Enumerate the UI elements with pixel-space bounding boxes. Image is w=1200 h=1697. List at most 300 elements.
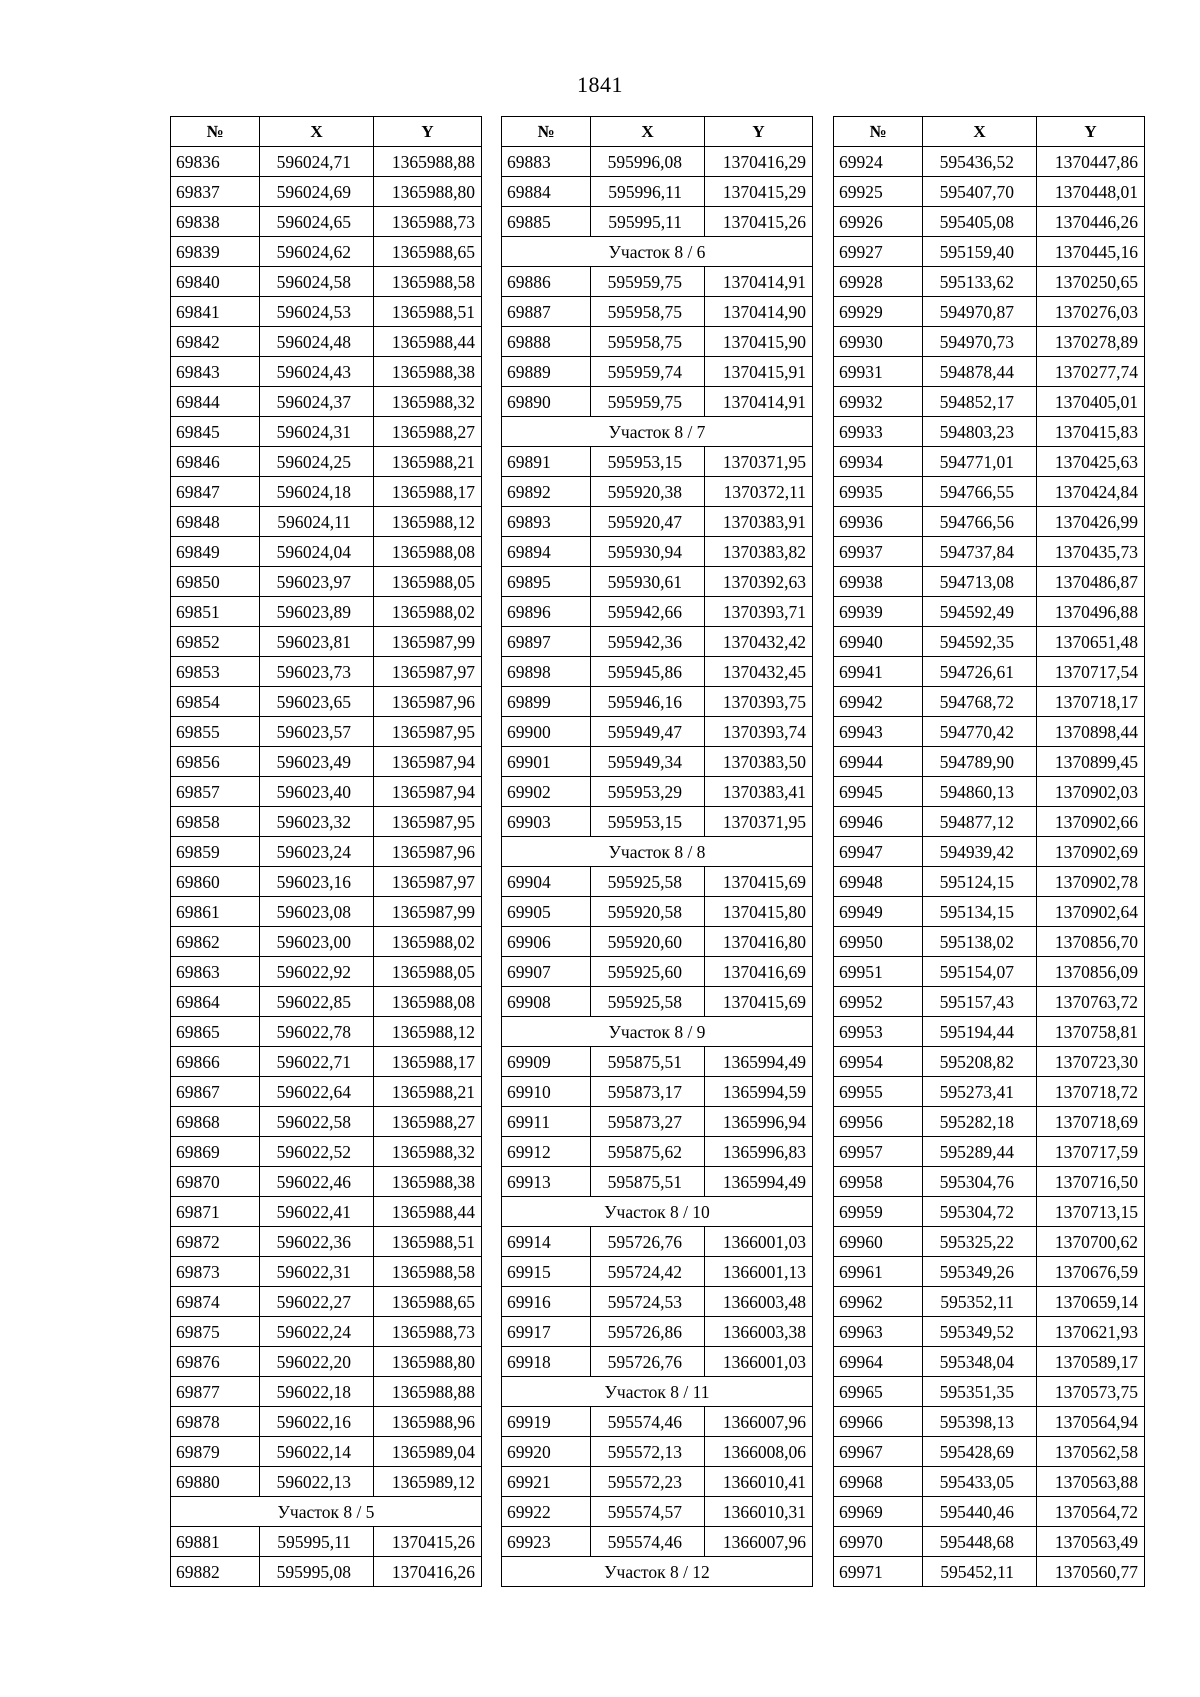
point-number: 69903 [502, 807, 591, 837]
x-coordinate: 596022,13 [260, 1467, 374, 1497]
point-number: 69959 [834, 1197, 923, 1227]
x-coordinate: 596022,71 [260, 1047, 374, 1077]
x-coordinate: 595959,75 [591, 387, 705, 417]
table-row [171, 807, 482, 837]
y-coordinate: 1370718,72 [1037, 1077, 1145, 1107]
y-coordinate: 1366007,96 [705, 1527, 813, 1557]
y-coordinate: 1370564,72 [1037, 1497, 1145, 1527]
y-coordinate: 1370416,26 [374, 1557, 482, 1587]
point-number: 69850 [171, 567, 260, 597]
y-coordinate: 1370902,03 [1037, 777, 1145, 807]
y-coordinate: 1370277,74 [1037, 357, 1145, 387]
table-row [834, 1467, 1145, 1497]
y-coordinate: 1365987,95 [374, 807, 482, 837]
point-number: 69865 [171, 1017, 260, 1047]
x-coordinate: 594877,12 [923, 807, 1037, 837]
y-coordinate: 1370383,41 [705, 777, 813, 807]
x-coordinate: 595953,29 [591, 777, 705, 807]
y-coordinate: 1365987,96 [374, 687, 482, 717]
point-number: 69856 [171, 747, 260, 777]
y-coordinate: 1365988,51 [374, 1227, 482, 1257]
table-row [171, 1347, 482, 1377]
y-coordinate: 1370563,88 [1037, 1467, 1145, 1497]
y-coordinate: 1366001,13 [705, 1257, 813, 1287]
x-coordinate: 595572,23 [591, 1467, 705, 1497]
table-row [171, 837, 482, 867]
y-coordinate: 1366007,96 [705, 1407, 813, 1437]
point-number: 69916 [502, 1287, 591, 1317]
table-row [502, 1497, 813, 1527]
point-number: 69891 [502, 447, 591, 477]
x-coordinate: 596023,57 [260, 717, 374, 747]
table-row [171, 687, 482, 717]
x-coordinate: 595351,35 [923, 1377, 1037, 1407]
point-number: 69839 [171, 237, 260, 267]
x-coordinate: 595574,46 [591, 1407, 705, 1437]
point-number: 69933 [834, 417, 923, 447]
x-coordinate: 596024,18 [260, 477, 374, 507]
point-number: 69899 [502, 687, 591, 717]
x-coordinate: 595726,76 [591, 1347, 705, 1377]
point-number: 69932 [834, 387, 923, 417]
table-row [502, 207, 813, 237]
y-coordinate: 1370415,91 [705, 357, 813, 387]
x-coordinate: 595407,70 [923, 177, 1037, 207]
point-number: 69844 [171, 387, 260, 417]
point-number: 69942 [834, 687, 923, 717]
point-number: 69875 [171, 1317, 260, 1347]
table-row [502, 987, 813, 1017]
table-row [171, 567, 482, 597]
y-coordinate: 1370415,69 [705, 987, 813, 1017]
y-coordinate: 1365987,94 [374, 747, 482, 777]
point-number: 69883 [502, 147, 591, 177]
header-y: Y [374, 117, 482, 147]
section-title: Участок 8 / 9 [502, 1017, 813, 1047]
point-number: 69907 [502, 957, 591, 987]
x-coordinate: 595920,38 [591, 477, 705, 507]
section-row [502, 417, 813, 447]
point-number: 69908 [502, 987, 591, 1017]
table-row [834, 207, 1145, 237]
table-row [834, 1197, 1145, 1227]
x-coordinate: 596022,52 [260, 1137, 374, 1167]
table-row [834, 1377, 1145, 1407]
y-coordinate: 1370902,66 [1037, 807, 1145, 837]
table-row [502, 147, 813, 177]
y-coordinate: 1370432,45 [705, 657, 813, 687]
header-num: № [502, 117, 591, 147]
point-number: 69876 [171, 1347, 260, 1377]
x-coordinate: 594737,84 [923, 537, 1037, 567]
y-coordinate: 1370425,63 [1037, 447, 1145, 477]
table-header-row [834, 117, 1145, 147]
point-number: 69917 [502, 1317, 591, 1347]
x-coordinate: 595352,11 [923, 1287, 1037, 1317]
header-x: X [923, 117, 1037, 147]
point-number: 69902 [502, 777, 591, 807]
point-number: 69968 [834, 1467, 923, 1497]
point-number: 69838 [171, 207, 260, 237]
table-row [171, 1017, 482, 1047]
point-number: 69866 [171, 1047, 260, 1077]
table-row [834, 747, 1145, 777]
x-coordinate: 595194,44 [923, 1017, 1037, 1047]
y-coordinate: 1370393,71 [705, 597, 813, 627]
y-coordinate: 1365989,04 [374, 1437, 482, 1467]
y-coordinate: 1370416,69 [705, 957, 813, 987]
table-row [834, 1287, 1145, 1317]
point-number: 69861 [171, 897, 260, 927]
y-coordinate: 1370435,73 [1037, 537, 1145, 567]
table-row [171, 417, 482, 447]
y-coordinate: 1365996,83 [705, 1137, 813, 1167]
table-row [171, 597, 482, 627]
point-number: 69948 [834, 867, 923, 897]
table-row [171, 747, 482, 777]
y-coordinate: 1365988,73 [374, 1317, 482, 1347]
x-coordinate: 595875,51 [591, 1167, 705, 1197]
table-row [171, 1437, 482, 1467]
x-coordinate: 595282,18 [923, 1107, 1037, 1137]
x-coordinate: 594770,42 [923, 717, 1037, 747]
section-row [502, 1557, 813, 1587]
y-coordinate: 1365988,21 [374, 447, 482, 477]
point-number: 69927 [834, 237, 923, 267]
y-coordinate: 1366008,06 [705, 1437, 813, 1467]
point-number: 69890 [502, 387, 591, 417]
y-coordinate: 1365987,94 [374, 777, 482, 807]
x-coordinate: 595945,86 [591, 657, 705, 687]
table-row [834, 1407, 1145, 1437]
x-coordinate: 594939,42 [923, 837, 1037, 867]
table-row [834, 177, 1145, 207]
x-coordinate: 594592,35 [923, 627, 1037, 657]
y-coordinate: 1365988,38 [374, 1167, 482, 1197]
point-number: 69898 [502, 657, 591, 687]
table-row [171, 657, 482, 687]
x-coordinate: 596022,27 [260, 1287, 374, 1317]
table-row [171, 627, 482, 657]
x-coordinate: 595920,58 [591, 897, 705, 927]
table-row [834, 1497, 1145, 1527]
point-number: 69953 [834, 1017, 923, 1047]
table-row [171, 357, 482, 387]
point-number: 69951 [834, 957, 923, 987]
x-coordinate: 595959,74 [591, 357, 705, 387]
coordinates-table-3 [833, 116, 1145, 1587]
x-coordinate: 595959,75 [591, 267, 705, 297]
point-number: 69851 [171, 597, 260, 627]
point-number: 69950 [834, 927, 923, 957]
point-number: 69843 [171, 357, 260, 387]
section-title: Участок 8 / 6 [502, 237, 813, 267]
x-coordinate: 595349,52 [923, 1317, 1037, 1347]
point-number: 69842 [171, 327, 260, 357]
table-row [502, 447, 813, 477]
table-row [834, 657, 1145, 687]
x-coordinate: 595930,61 [591, 567, 705, 597]
table-row [502, 1167, 813, 1197]
point-number: 69921 [502, 1467, 591, 1497]
x-coordinate: 596024,04 [260, 537, 374, 567]
x-coordinate: 596022,41 [260, 1197, 374, 1227]
point-number: 69944 [834, 747, 923, 777]
point-number: 69934 [834, 447, 923, 477]
y-coordinate: 1365996,94 [705, 1107, 813, 1137]
table-row [834, 147, 1145, 177]
point-number: 69947 [834, 837, 923, 867]
point-number: 69840 [171, 267, 260, 297]
table-row [502, 1137, 813, 1167]
y-coordinate: 1370415,26 [705, 207, 813, 237]
table-row [834, 1017, 1145, 1047]
table-row [171, 297, 482, 327]
x-coordinate: 595942,66 [591, 597, 705, 627]
x-coordinate: 595875,62 [591, 1137, 705, 1167]
y-coordinate: 1366001,03 [705, 1227, 813, 1257]
table-row [171, 447, 482, 477]
table-row [834, 597, 1145, 627]
x-coordinate: 596024,58 [260, 267, 374, 297]
table-row [171, 987, 482, 1017]
y-coordinate: 1370424,84 [1037, 477, 1145, 507]
table-row [502, 1467, 813, 1497]
y-coordinate: 1365988,27 [374, 1107, 482, 1137]
y-coordinate: 1370383,91 [705, 507, 813, 537]
table-row [171, 1557, 482, 1587]
point-number: 69920 [502, 1437, 591, 1467]
point-number: 69923 [502, 1527, 591, 1557]
point-number: 69879 [171, 1437, 260, 1467]
point-number: 69892 [502, 477, 591, 507]
y-coordinate: 1370589,17 [1037, 1347, 1145, 1377]
y-coordinate: 1370383,82 [705, 537, 813, 567]
table-row [171, 777, 482, 807]
x-coordinate: 595996,08 [591, 147, 705, 177]
point-number: 69847 [171, 477, 260, 507]
table-row [834, 447, 1145, 477]
point-number: 69852 [171, 627, 260, 657]
x-coordinate: 594592,49 [923, 597, 1037, 627]
point-number: 69864 [171, 987, 260, 1017]
y-coordinate: 1370392,63 [705, 567, 813, 597]
point-number: 69874 [171, 1287, 260, 1317]
point-number: 69937 [834, 537, 923, 567]
x-coordinate: 595433,05 [923, 1467, 1037, 1497]
header-y: Y [705, 117, 813, 147]
table-row [502, 807, 813, 837]
table-row [171, 1467, 482, 1497]
point-number: 69961 [834, 1257, 923, 1287]
table-row [502, 477, 813, 507]
y-coordinate: 1370415,80 [705, 897, 813, 927]
y-coordinate: 1370371,95 [705, 807, 813, 837]
point-number: 69963 [834, 1317, 923, 1347]
x-coordinate: 595724,42 [591, 1257, 705, 1287]
y-coordinate: 1370718,69 [1037, 1107, 1145, 1137]
x-coordinate: 595995,11 [591, 207, 705, 237]
y-coordinate: 1370415,29 [705, 177, 813, 207]
y-coordinate: 1365994,59 [705, 1077, 813, 1107]
section-title: Участок 8 / 7 [502, 417, 813, 447]
x-coordinate: 596023,89 [260, 597, 374, 627]
point-number: 69945 [834, 777, 923, 807]
x-coordinate: 596022,31 [260, 1257, 374, 1287]
point-number: 69915 [502, 1257, 591, 1287]
x-coordinate: 596023,16 [260, 867, 374, 897]
x-coordinate: 596024,43 [260, 357, 374, 387]
y-coordinate: 1370371,95 [705, 447, 813, 477]
y-coordinate: 1365988,27 [374, 417, 482, 447]
table-row [171, 207, 482, 237]
point-number: 69957 [834, 1137, 923, 1167]
y-coordinate: 1365988,02 [374, 927, 482, 957]
point-number: 69896 [502, 597, 591, 627]
table-row [502, 1047, 813, 1077]
table-row [171, 1527, 482, 1557]
table-row [502, 1317, 813, 1347]
table-row [834, 537, 1145, 567]
y-coordinate: 1370856,09 [1037, 957, 1145, 987]
y-coordinate: 1370414,90 [705, 297, 813, 327]
y-coordinate: 1370415,26 [374, 1527, 482, 1557]
point-number: 69849 [171, 537, 260, 567]
point-number: 69859 [171, 837, 260, 867]
y-coordinate: 1370651,48 [1037, 627, 1145, 657]
table-row [171, 1257, 482, 1287]
y-coordinate: 1365988,38 [374, 357, 482, 387]
table-row [171, 507, 482, 537]
y-coordinate: 1370902,78 [1037, 867, 1145, 897]
y-coordinate: 1365994,49 [705, 1047, 813, 1077]
table-row [834, 777, 1145, 807]
table-row [171, 1107, 482, 1137]
y-coordinate: 1370676,59 [1037, 1257, 1145, 1287]
section-title: Участок 8 / 12 [502, 1557, 813, 1587]
y-coordinate: 1370902,64 [1037, 897, 1145, 927]
x-coordinate: 595157,43 [923, 987, 1037, 1017]
point-number: 69904 [502, 867, 591, 897]
x-coordinate: 595930,94 [591, 537, 705, 567]
point-number: 69913 [502, 1167, 591, 1197]
y-coordinate: 1365988,08 [374, 987, 482, 1017]
y-coordinate: 1370758,81 [1037, 1017, 1145, 1047]
point-number: 69893 [502, 507, 591, 537]
table-row [834, 477, 1145, 507]
x-coordinate: 595996,11 [591, 177, 705, 207]
point-number: 69919 [502, 1407, 591, 1437]
y-coordinate: 1370899,45 [1037, 747, 1145, 777]
table-row [171, 1077, 482, 1107]
y-coordinate: 1370621,93 [1037, 1317, 1145, 1347]
header-num: № [834, 117, 923, 147]
x-coordinate: 595953,15 [591, 447, 705, 477]
table-row [502, 747, 813, 777]
x-coordinate: 596022,16 [260, 1407, 374, 1437]
coordinates-table-1 [170, 116, 482, 1587]
point-number: 69936 [834, 507, 923, 537]
x-coordinate: 596023,24 [260, 837, 374, 867]
table-row [502, 927, 813, 957]
y-coordinate: 1370563,49 [1037, 1527, 1145, 1557]
x-coordinate: 594878,44 [923, 357, 1037, 387]
x-coordinate: 595726,76 [591, 1227, 705, 1257]
y-coordinate: 1370496,88 [1037, 597, 1145, 627]
y-coordinate: 1370415,69 [705, 867, 813, 897]
x-coordinate: 595574,46 [591, 1527, 705, 1557]
x-coordinate: 596024,65 [260, 207, 374, 237]
point-number: 69855 [171, 717, 260, 747]
y-coordinate: 1365989,12 [374, 1467, 482, 1497]
table-row [834, 1317, 1145, 1347]
point-number: 69912 [502, 1137, 591, 1167]
point-number: 69930 [834, 327, 923, 357]
point-number: 69836 [171, 147, 260, 177]
table-row [502, 297, 813, 327]
point-number: 69885 [502, 207, 591, 237]
x-coordinate: 595348,04 [923, 1347, 1037, 1377]
x-coordinate: 596022,20 [260, 1347, 374, 1377]
point-number: 69938 [834, 567, 923, 597]
x-coordinate: 596024,69 [260, 177, 374, 207]
x-coordinate: 595920,47 [591, 507, 705, 537]
point-number: 69870 [171, 1167, 260, 1197]
table-row [834, 927, 1145, 957]
y-coordinate: 1365988,02 [374, 597, 482, 627]
point-number: 69869 [171, 1137, 260, 1167]
table-row [834, 687, 1145, 717]
table-row [834, 237, 1145, 267]
x-coordinate: 595452,11 [923, 1557, 1037, 1587]
table-row [502, 687, 813, 717]
point-number: 69878 [171, 1407, 260, 1437]
point-number: 69924 [834, 147, 923, 177]
x-coordinate: 595208,82 [923, 1047, 1037, 1077]
table-row [834, 717, 1145, 747]
table-row [834, 837, 1145, 867]
table-row [502, 327, 813, 357]
point-number: 69873 [171, 1257, 260, 1287]
y-coordinate: 1370573,75 [1037, 1377, 1145, 1407]
y-coordinate: 1370448,01 [1037, 177, 1145, 207]
y-coordinate: 1366003,38 [705, 1317, 813, 1347]
y-coordinate: 1365988,17 [374, 1047, 482, 1077]
x-coordinate: 596022,78 [260, 1017, 374, 1047]
table-row [834, 1077, 1145, 1107]
y-coordinate: 1366010,41 [705, 1467, 813, 1497]
point-number: 69931 [834, 357, 923, 387]
point-number: 69888 [502, 327, 591, 357]
table-row [834, 567, 1145, 597]
y-coordinate: 1370560,77 [1037, 1557, 1145, 1587]
table-row [834, 1527, 1145, 1557]
point-number: 69928 [834, 267, 923, 297]
point-number: 69845 [171, 417, 260, 447]
point-number: 69946 [834, 807, 923, 837]
table-row [834, 1167, 1145, 1197]
table-row [171, 267, 482, 297]
table-row [502, 567, 813, 597]
table-row [502, 1347, 813, 1377]
y-coordinate: 1370446,26 [1037, 207, 1145, 237]
y-coordinate: 1365988,12 [374, 507, 482, 537]
table-row [502, 1527, 813, 1557]
point-number: 69967 [834, 1437, 923, 1467]
y-coordinate: 1370405,01 [1037, 387, 1145, 417]
point-number: 69918 [502, 1347, 591, 1377]
point-number: 69906 [502, 927, 591, 957]
